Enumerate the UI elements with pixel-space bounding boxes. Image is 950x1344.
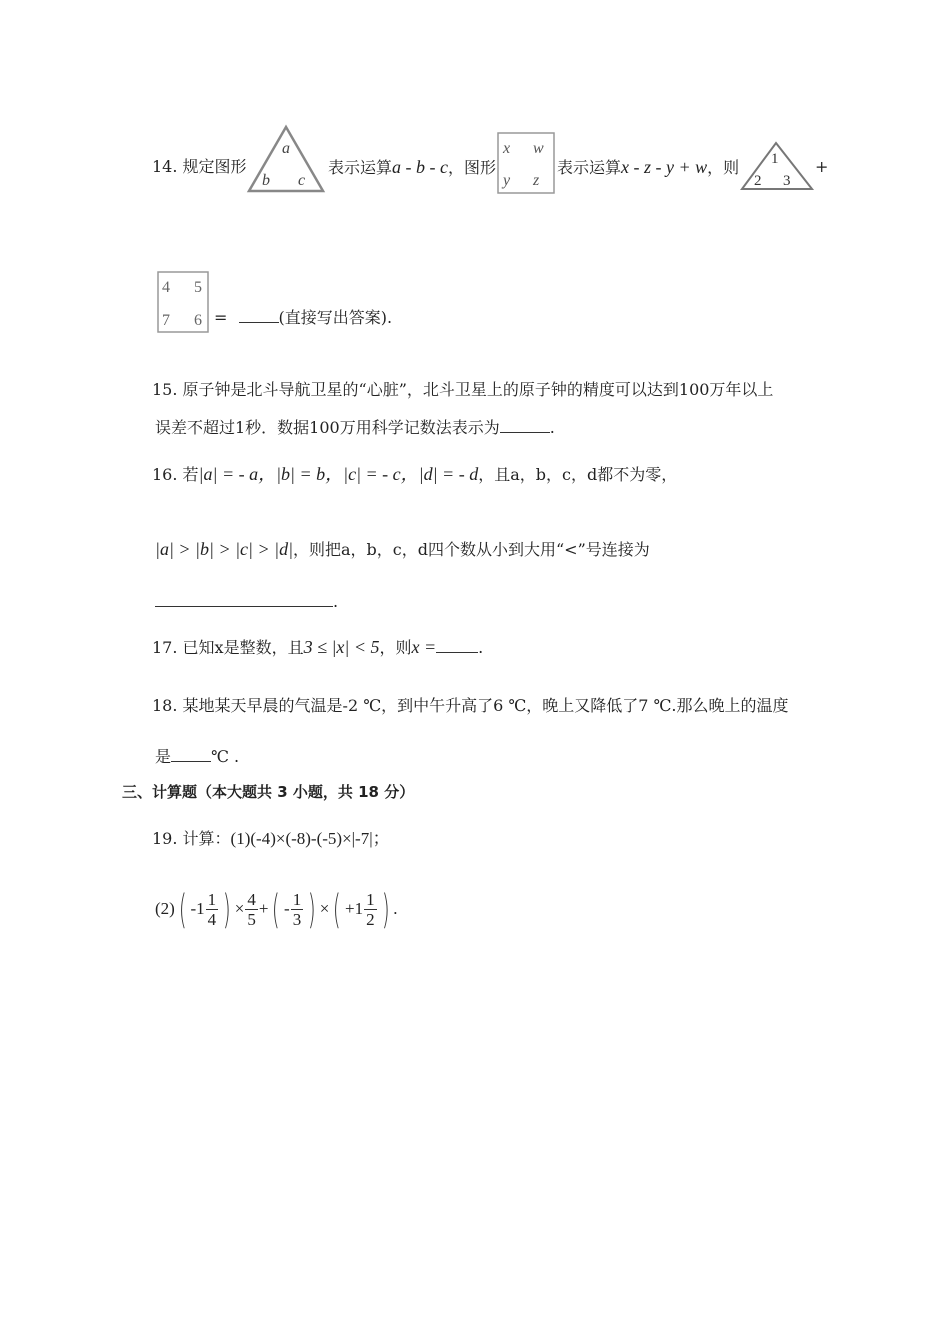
q14-then: ，则 [707, 158, 740, 177]
q19-part1: (1)(-4)×(-8)-(-5)×|-7|； [230, 829, 390, 848]
q15-line1: 15. 原子钟是北斗导航卫星的“心脏”，北斗卫星上的原子钟的精度可以达到100万年以上 [152, 380, 774, 399]
tri2-b: 2 [754, 173, 762, 189]
q17-text2: ，则 [379, 638, 412, 657]
sq1-w: w [533, 140, 544, 157]
q19-part2-label: (2) [155, 899, 175, 918]
q16-answer-blank[interactable] [155, 590, 333, 607]
q16-line3 [155, 590, 338, 612]
q19-part2: (2)( -1 $\frac{1}{4}$ ) × $\frac{4}{5}$ +( - $\frac{1}{3}$ ) ×( +1 $\frac{1}{2}$ ) . [155, 887, 398, 933]
square-figure-4576 [157, 271, 209, 333]
q18-line2 [155, 745, 239, 767]
tri2-c: 3 [783, 173, 791, 189]
triangle-figure-123 [739, 140, 815, 192]
q18-line2-post: ℃ . [211, 747, 240, 766]
tri2-a: 1 [771, 151, 779, 167]
sq2-y: 7 [162, 312, 170, 329]
q16-line2-expr: |a| > |b| > |c| > |d| [155, 539, 294, 559]
square-figure-xwyz [497, 132, 555, 194]
q14-op1 [328, 157, 496, 178]
q15-text: 误差不超过1秒．数据100万用科学记数法表示为 [155, 418, 500, 437]
q14-answer-note: (直接写出答案). [278, 308, 393, 327]
q16-cond-d: |d| = - d [418, 464, 479, 484]
q19-line1 [152, 829, 390, 849]
q17-x-eq: x = [411, 637, 437, 657]
q17-end: . [478, 638, 484, 657]
tri1-c: c [298, 172, 306, 189]
q14-equals: = [214, 308, 228, 327]
sq1-y: y [503, 172, 511, 189]
q16-cond-b: |b| = b， [276, 464, 344, 484]
q14-plus: + [815, 157, 829, 176]
q15-line2 [155, 416, 555, 438]
q16-line1 [152, 464, 677, 485]
q14-op2-expr: x - z - y + w [621, 157, 708, 177]
tri1-a: a [282, 140, 290, 157]
q17-label: 17. 已知 [152, 638, 215, 657]
q16-label: 16. 若 [152, 465, 199, 484]
q15-answer-blank[interactable] [500, 416, 550, 433]
q14-op1-text: 表示运算 [328, 158, 393, 177]
q14-comma-fig: ，图形 [448, 158, 497, 177]
q16-tail: ，且a，b，c，d都不为零， [478, 465, 678, 484]
sq1-x: x [503, 140, 511, 157]
q17-ineq: 3 ≤ |x| < 5 [303, 637, 380, 657]
q14-label: 14. 规定图形 [152, 157, 247, 176]
q16-line2 [155, 539, 650, 560]
triangle-figure-abc [246, 124, 326, 194]
q14-op1-expr: a - b - c [392, 157, 448, 177]
q16-cond-c: |c| = - c， [343, 464, 419, 484]
q16-cond-a: |a| = - a， [198, 464, 277, 484]
q16-end: . [333, 592, 339, 611]
q14-answer-blank[interactable] [239, 306, 279, 323]
q15-end: . [549, 418, 555, 437]
tri1-b: b [262, 172, 270, 189]
q16-line2-text: ，则把a，b，c，d四个数从小到大用“<”号连接为 [293, 540, 650, 559]
q18-answer-blank[interactable] [171, 745, 211, 762]
q17-text1: x是整数，且 [214, 638, 304, 657]
sq2-w: 5 [194, 279, 202, 296]
q14-answer-line [214, 306, 392, 328]
q17-line [152, 636, 483, 658]
q18-line1: 18. 某地某天早晨的气温是-2 ℃，到中午升高了6 ℃，晚上又降低了7 ℃.那么晚上的温度 [152, 696, 789, 715]
q14-op2-text: 表示运算 [557, 158, 622, 177]
sq2-x: 4 [162, 279, 170, 296]
sq2-z: 6 [194, 312, 202, 329]
q18-line2-pre: 是 [155, 747, 172, 766]
section-3-title: 三、计算题（本大题共 3 小题，共 18 分） [122, 783, 415, 801]
q14-op2 [557, 157, 739, 178]
q19-label: 19. 计算： [152, 829, 231, 848]
sq1-z: z [533, 172, 540, 189]
q17-answer-blank[interactable] [436, 636, 478, 653]
